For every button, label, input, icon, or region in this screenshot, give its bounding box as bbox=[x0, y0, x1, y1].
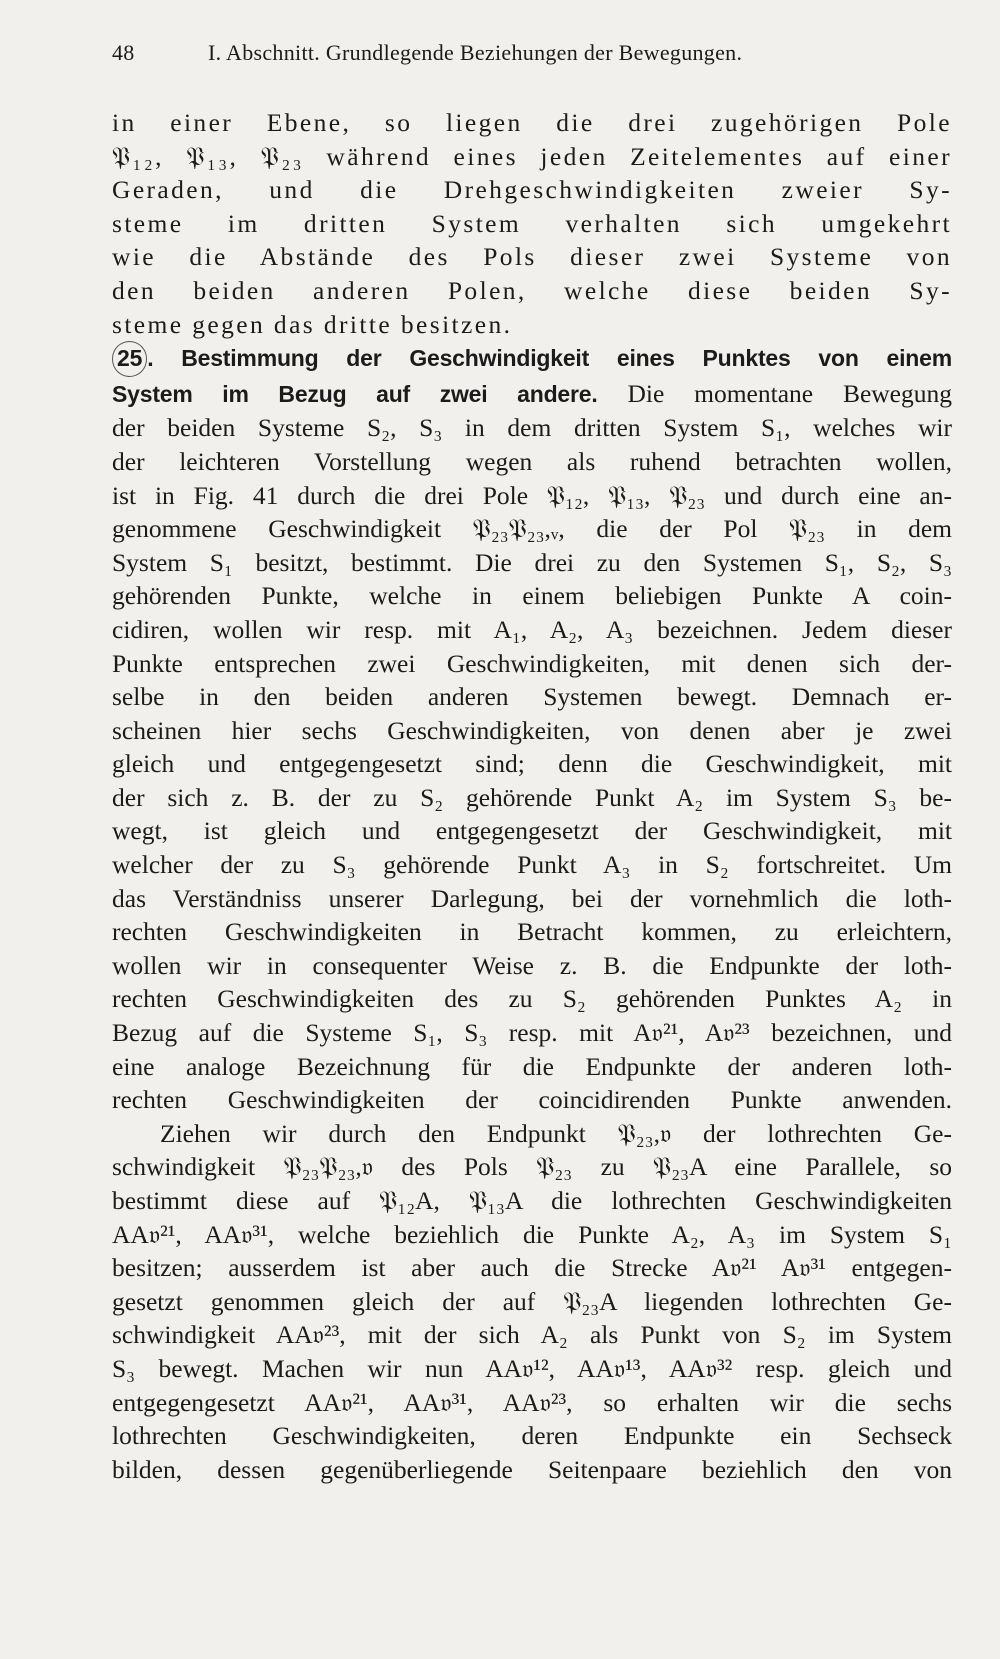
text-line: AA𝔳²¹, AA𝔳³¹, welche beziehlich die Punkte A₂, A₃ im System S₁ bbox=[112, 1219, 952, 1249]
text-line: gesetzt genommen gleich der auf 𝔓₂₃A liegenden lothrechten Ge- bbox=[112, 1286, 952, 1316]
text-line: schwindigkeit 𝔓₂₃𝔓₂₃,𝔳 des Pols 𝔓₂₃ zu 𝔓₂₃A eine Parallele, so bbox=[112, 1152, 952, 1182]
text-line: lothrechten Geschwindigkeiten, deren Endpunkte ein Sechseck bbox=[112, 1421, 952, 1451]
section-heading-text: . Bestimmung der Geschwindigkeit eines Punktes von einem bbox=[147, 345, 952, 372]
text-line: rechten Geschwindigkeiten in Betracht kommen, zu erleichtern, bbox=[112, 917, 952, 947]
text-line: in einer Ebene, so liegen die drei zugehörigen Pole bbox=[112, 108, 952, 137]
section-heading bbox=[112, 341, 952, 377]
text-line: gehörenden Punkte, welche in einem beliebigen Punkte A coin- bbox=[112, 581, 952, 611]
text-line: den beiden anderen Polen, welche diese beiden Sy- bbox=[112, 275, 952, 305]
text-line: Ziehen wir durch den Endpunkt 𝔓₂₃,𝔳 der lothrechten Ge- bbox=[160, 1118, 952, 1148]
text-line: wegt, ist gleich und entgegengesetzt der Geschwindigkeit, mit bbox=[112, 816, 952, 846]
section-number: 25 bbox=[112, 341, 147, 377]
text-line: welcher der zu S₃ gehörende Punkt A₃ in S₂ fortschreitet. Um bbox=[112, 850, 952, 880]
text-line: das Verständniss unserer Darlegung, bei der vornehmlich die loth- bbox=[112, 883, 952, 913]
text-line: rechten Geschwindigkeiten der coincidirenden Punkte anwenden. bbox=[112, 1085, 952, 1115]
text-line: Bezug auf die Systeme S₁, S₃ resp. mit A𝔳²¹, A𝔳²³ bezeichnen, und bbox=[112, 1018, 952, 1048]
text-line: steme gegen das dritte besitzen. bbox=[112, 309, 513, 339]
text-line: bestimmt diese auf 𝔓₁₂A, 𝔓₁₃A die lothrechten Geschwindigkeiten bbox=[112, 1186, 952, 1215]
text-line: genommene Geschwindigkeit 𝔓₂₃𝔓₂₃,ᵥ, die der Pol 𝔓₂₃ in dem bbox=[112, 514, 952, 544]
text-line: rechten Geschwindigkeiten des zu S₂ gehörenden Punktes A₂ in bbox=[112, 984, 952, 1014]
section-heading-tail: System im Bezug auf zwei andere. bbox=[112, 380, 598, 407]
text-line: Punkte entsprechen zwei Geschwindigkeiten, mit denen sich der- bbox=[112, 648, 952, 678]
text-line: schwindigkeit AA𝔳²³, mit der sich A₂ als Punkt von S₂ im System bbox=[112, 1320, 952, 1350]
text-line: System S₁ besitzt, bestimmt. Die drei zu den Systemen S₁, S₂, S₃ bbox=[112, 547, 952, 577]
section-heading-continued bbox=[112, 377, 952, 412]
text-line: cidiren, wollen wir resp. mit A₁, A₂, A₃ bezeichnen. Jedem dieser bbox=[112, 614, 952, 644]
body-text bbox=[112, 106, 952, 1486]
text-line: gleich und entgegengesetzt sind; denn die Geschwindigkeit, mit bbox=[112, 749, 952, 779]
text-line: selbe in den beiden anderen Systemen bewegt. Demnach er- bbox=[112, 682, 952, 712]
text-line: Geraden, und die Drehgeschwindigkeiten zweier Sy- bbox=[112, 175, 952, 205]
text-line: der leichteren Vorstellung wegen als ruhend betrachten wollen, bbox=[112, 446, 952, 476]
text-line: der beiden Systeme S₂, S₃ in dem dritten System S₁, welches wir bbox=[112, 413, 952, 443]
text-line: ist in Fig. 41 durch die drei Pole 𝔓₁₂, 𝔓₁₃, 𝔓₂₃ und durch eine an- bbox=[112, 480, 952, 510]
text-line: eine analoge Bezeichnung für die Endpunkte der anderen loth- bbox=[112, 1051, 952, 1081]
text-line: entgegengesetzt AA𝔳²¹, AA𝔳³¹, AA𝔳²³, so erhalten wir die sechs bbox=[112, 1387, 952, 1417]
text-line: bilden, dessen gegenüberliegende Seitenpaare beziehlich den von bbox=[112, 1454, 952, 1484]
text-line: wollen wir in consequenter Weise z. B. die Endpunkte der loth- bbox=[112, 950, 952, 980]
text-line: scheinen hier sechs Geschwindigkeiten, von denen aber je zwei bbox=[112, 715, 952, 745]
text-line: wie die Abstände des Pols dieser zwei Systeme von bbox=[112, 242, 952, 272]
text-line: der sich z. B. der zu S₂ gehörende Punkt A₂ im System S₃ be- bbox=[112, 782, 952, 812]
text-line-tail: Die momentane Bewegung bbox=[627, 378, 953, 408]
text-line: 𝔓₁₂, 𝔓₁₃, 𝔓₂₃ während eines jeden Zeitelementes auf einer bbox=[112, 141, 952, 171]
page-number: 48 bbox=[112, 40, 135, 65]
text-line: besitzen; ausserdem ist aber auch die Strecke A𝔳²¹ A𝔳³¹ entgegen- bbox=[112, 1253, 952, 1283]
text-line: S₃ bewegt. Machen wir nun AA𝔳¹², AA𝔳¹³, AA𝔳³² resp. gleich und bbox=[112, 1353, 952, 1383]
running-head bbox=[112, 40, 952, 80]
running-head-title: I. Abschnitt. Grundlegende Beziehungen der Bewegungen. bbox=[208, 40, 743, 65]
text-line: steme im dritten System verhalten sich umgekehrt bbox=[112, 208, 952, 238]
